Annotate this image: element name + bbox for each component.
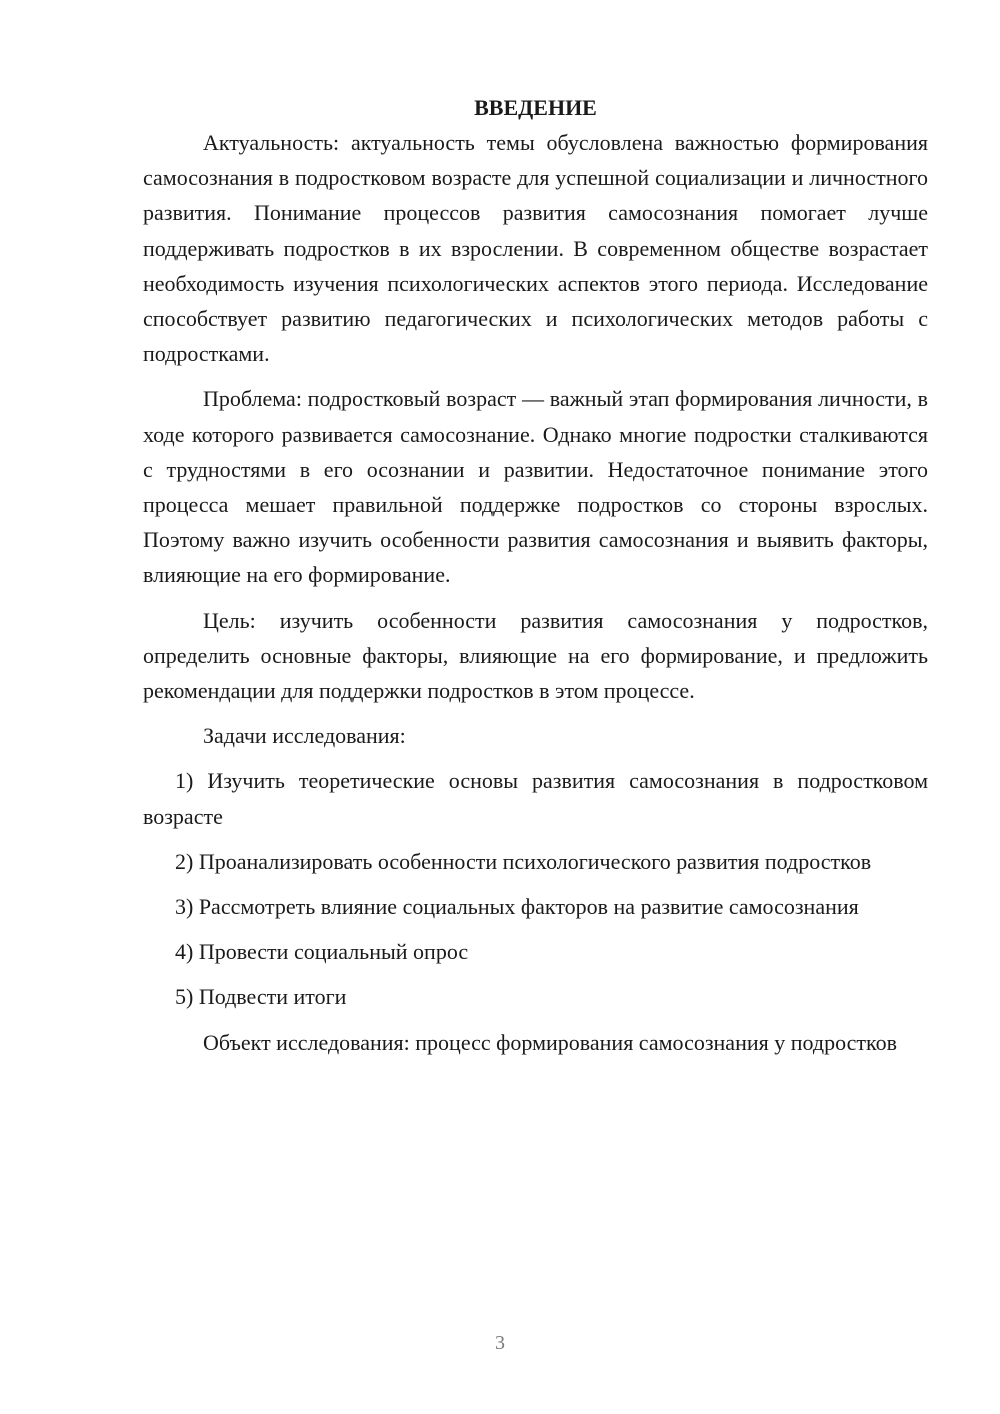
page-number: 3 bbox=[495, 1332, 505, 1354]
problem-paragraph: Проблема: подростковый возраст — важный этап формирования личности, в ходе которого развивается самосознание. Однако многие подростки сталкиваются с трудностями в его осознании и развитии. Недостаточное понимание этого процесса мешает правильной поддержке подростков со стороны взрослых. Поэтому важно изучить особенности развития самосознания и выявить факторы, влияющие на его формирование. bbox=[143, 386, 928, 588]
task-item-4: 4) Провести социальный опрос bbox=[175, 939, 469, 965]
object-paragraph: Объект исследования: процесс формирования самосознания у подростков bbox=[203, 1029, 897, 1055]
task-item-5: 5) Подвести итоги bbox=[175, 984, 347, 1010]
tasks-heading: Задачи исследования: bbox=[203, 723, 406, 749]
goal-paragraph: Цель: изучить особенности развития самосознания у подростков, определить основные факторы, влияющие на его формирование, и предложить рекомендации для поддержки подростков в этом процессе. bbox=[143, 607, 928, 704]
task-item-2: 2) Проанализировать особенности психологического развития подростков bbox=[175, 848, 872, 874]
document-page bbox=[143, 90, 928, 1070]
task-item-3: 3) Рассмотреть влияние социальных факторов на развитие самосознания bbox=[175, 894, 859, 920]
task-item-1: 1) Изучить теоретические основы развития самосознания в подростковом возрасте bbox=[143, 768, 928, 829]
page-title: ВВЕДЕНИЕ bbox=[474, 95, 597, 120]
relevance-paragraph: Актуальность: актуальность темы обусловлена важностью формирования самосознания в подростковом возрасте для успешной социализации и личностного развития. Понимание процессов развития самосознания помогает лучше поддерживать подростков в их взрослении. В современном обществе возрастает необходимость изучения психологических аспектов этого периода. Исследование способствует развитию педагогических и психологических методов работы с подростками. bbox=[143, 130, 928, 367]
